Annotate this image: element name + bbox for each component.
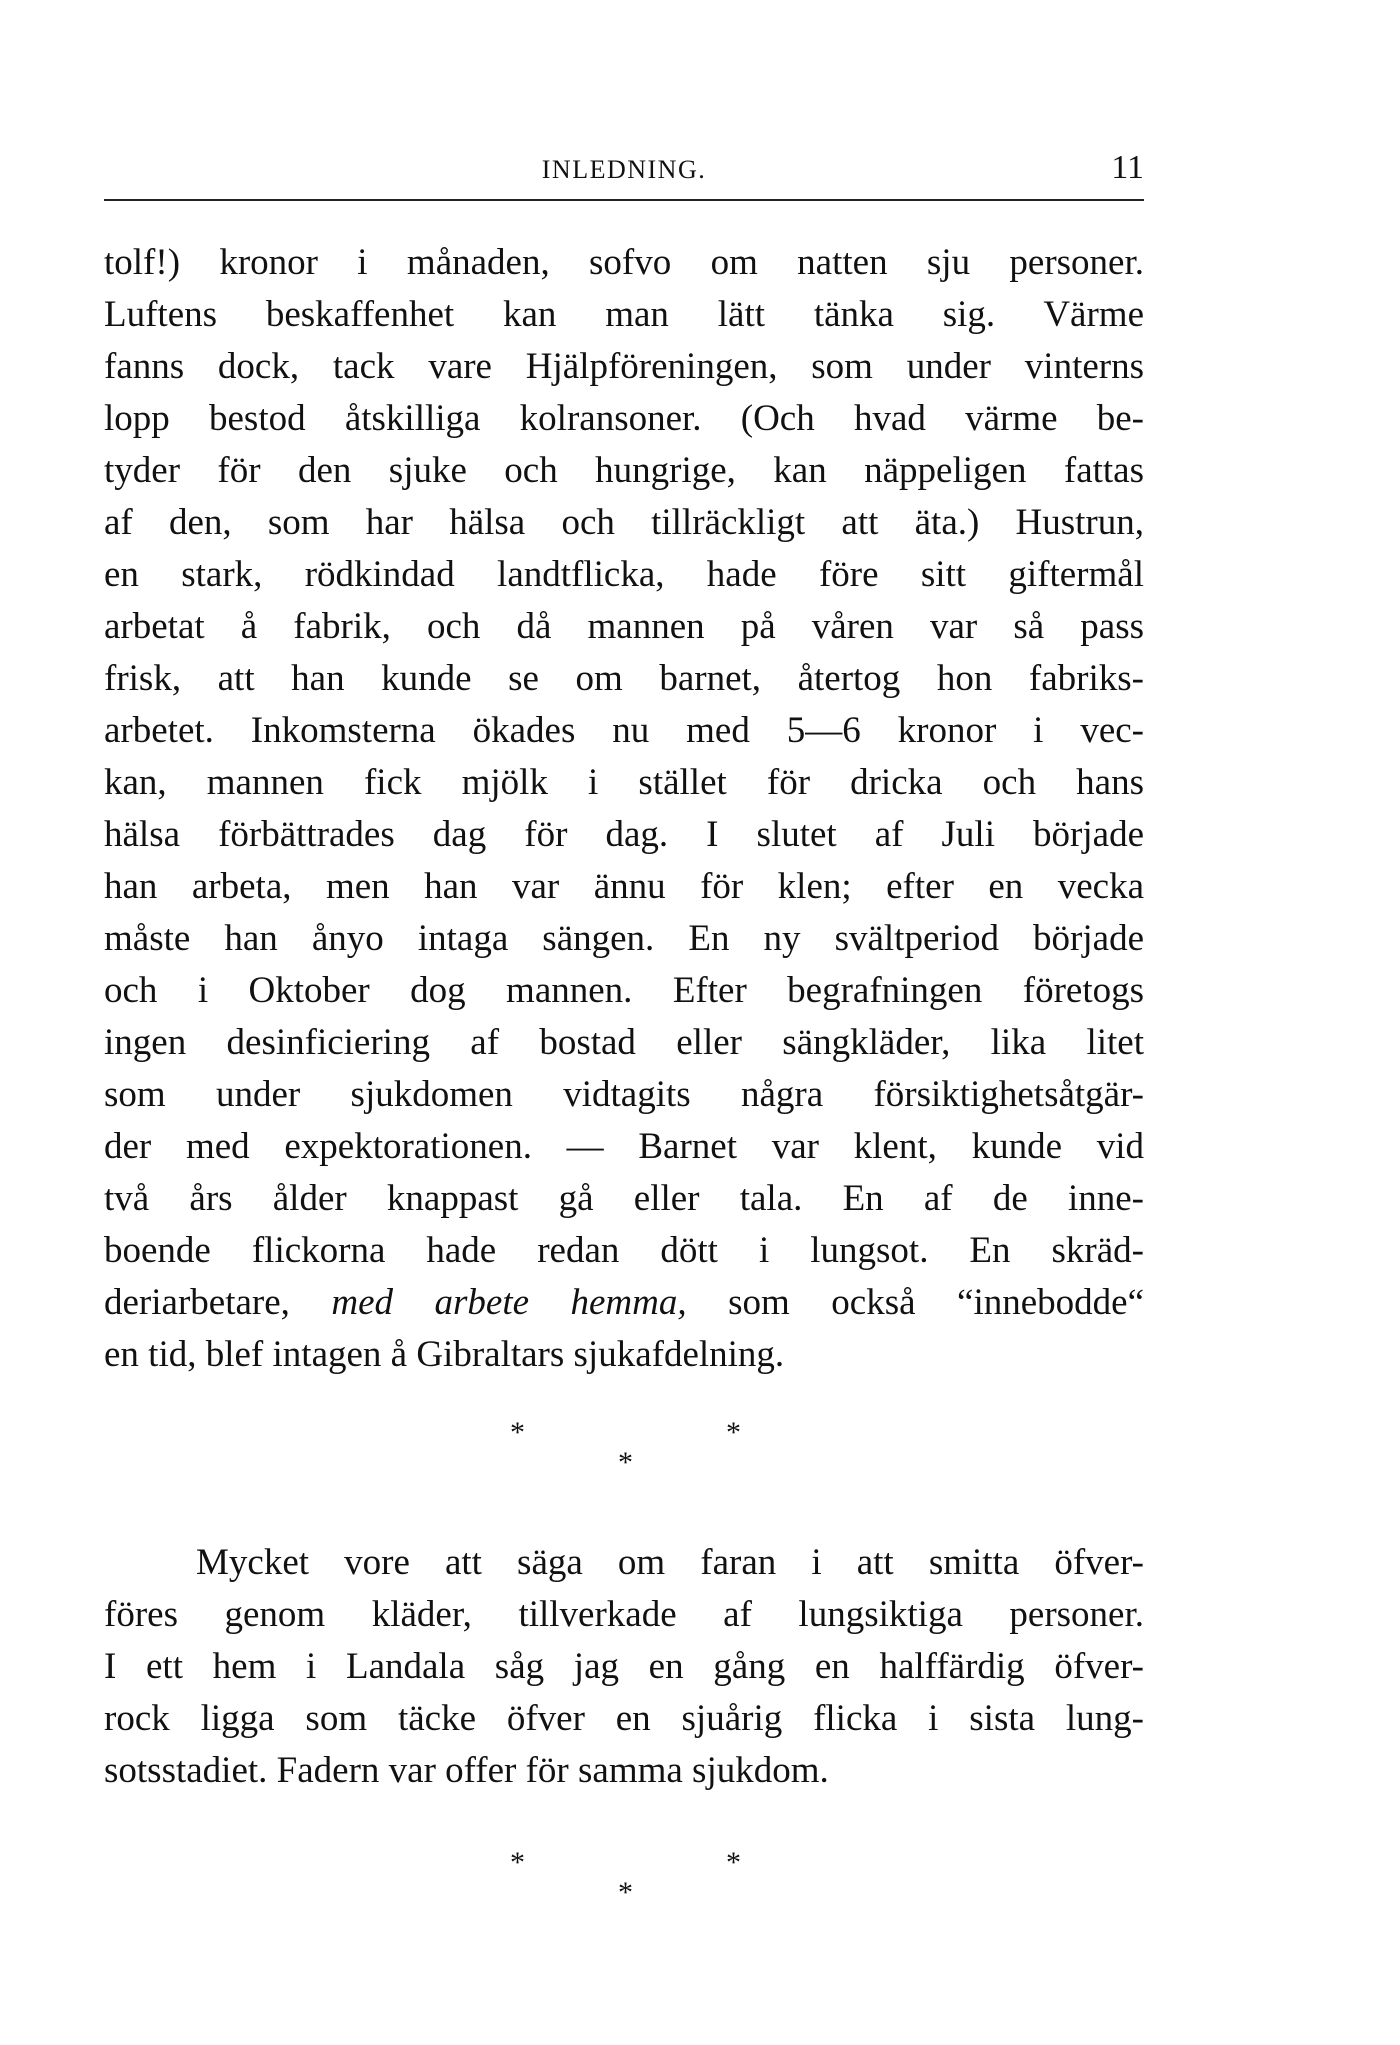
text-line: af den, som har hälsa och tillräckligt att äta.) Hustrun,	[104, 502, 1144, 543]
text-line: arbetat å fabrik, och då mannen på våren var så pass	[104, 606, 1144, 647]
text-line: som under sjukdomen vidtagits några försiktighetsåtgär-	[104, 1074, 1144, 1115]
asterisk: *	[726, 1416, 741, 1449]
text-line: I ett hem i Landala såg jag en gång en halffärdig öfver-	[104, 1646, 1144, 1687]
section-separator-1	[0, 1418, 1400, 1508]
text-segment: som också “innebodde“	[686, 1282, 1144, 1323]
text-line-last: en tid, blef intagen å Gibraltars sjukafdelning.	[104, 1334, 785, 1375]
text-line: lopp bestod åtskilliga kolransoner. (Och hvad värme be-	[104, 398, 1144, 439]
header-rule	[104, 199, 1144, 201]
asterisk: *	[726, 1846, 741, 1879]
text-segment: deriarbetare,	[104, 1282, 332, 1323]
text-line: två års ålder knappast gå eller tala. En af de inne-	[104, 1178, 1144, 1219]
text-line: tolf!) kronor i månaden, sofvo om natten sju personer.	[104, 242, 1144, 283]
text-line: Mycket vore att säga om faran i att smitta öfver-	[196, 1542, 1144, 1583]
running-title: INLEDNING.	[541, 155, 707, 184]
text-line: boende flickorna hade redan dött i lungsot. En skräd-	[104, 1230, 1144, 1271]
text-line: han arbeta, men han var ännu för klen; efter en vecka	[104, 866, 1144, 907]
text-line: kan, mannen fick mjölk i stället för dricka och hans	[104, 762, 1144, 803]
text-line: tyder för den sjuke och hungrige, kan näppeligen fattas	[104, 450, 1144, 491]
text-line: hälsa förbättrades dag för dag. I slutet af Juli började	[104, 814, 1144, 855]
text-line: och i Oktober dog mannen. Efter begrafningen företogs	[104, 970, 1144, 1011]
text-line: Luftens beskaffenhet kan man lätt tänka sig. Värme	[104, 294, 1144, 335]
section-separator-2	[0, 1848, 1400, 1938]
text-line: arbetet. Inkomsterna ökades nu med 5—6 kronor i vec-	[104, 710, 1144, 751]
text-line: frisk, att han kunde se om barnet, återtog hon fabriks-	[104, 658, 1144, 699]
text-line-mixed	[104, 1277, 1144, 1329]
asterisk: *	[510, 1416, 525, 1449]
asterisk: *	[510, 1846, 525, 1879]
text-line: der med expektorationen. — Barnet var klent, kunde vid	[104, 1126, 1144, 1167]
text-line: rock ligga som täcke öfver en sjuårig flicka i sista lung-	[104, 1698, 1144, 1739]
text-line: en stark, rödkindad landtflicka, hade före sitt giftermål	[104, 554, 1144, 595]
text-line-last: sotsstadiet. Fadern var offer för samma sjukdom.	[104, 1750, 829, 1791]
text-line: föres genom kläder, tillverkade af lungsiktiga personer.	[104, 1594, 1144, 1635]
text-line: ingen desinficiering af bostad eller sängkläder, lika litet	[104, 1022, 1144, 1063]
page-number: 11	[1111, 149, 1144, 186]
asterisk: *	[618, 1876, 633, 1909]
paragraph-1	[104, 237, 1144, 1381]
asterisk: *	[618, 1446, 633, 1479]
paragraph-2	[104, 1537, 1144, 1797]
text-line: fanns dock, tack vare Hjälpföreningen, som under vinterns	[104, 346, 1144, 387]
text-line: måste han ånyo intaga sängen. En ny svältperiod började	[104, 918, 1144, 959]
emphasis-text: med arbete hemma,	[331, 1282, 687, 1323]
running-header	[104, 149, 1144, 205]
